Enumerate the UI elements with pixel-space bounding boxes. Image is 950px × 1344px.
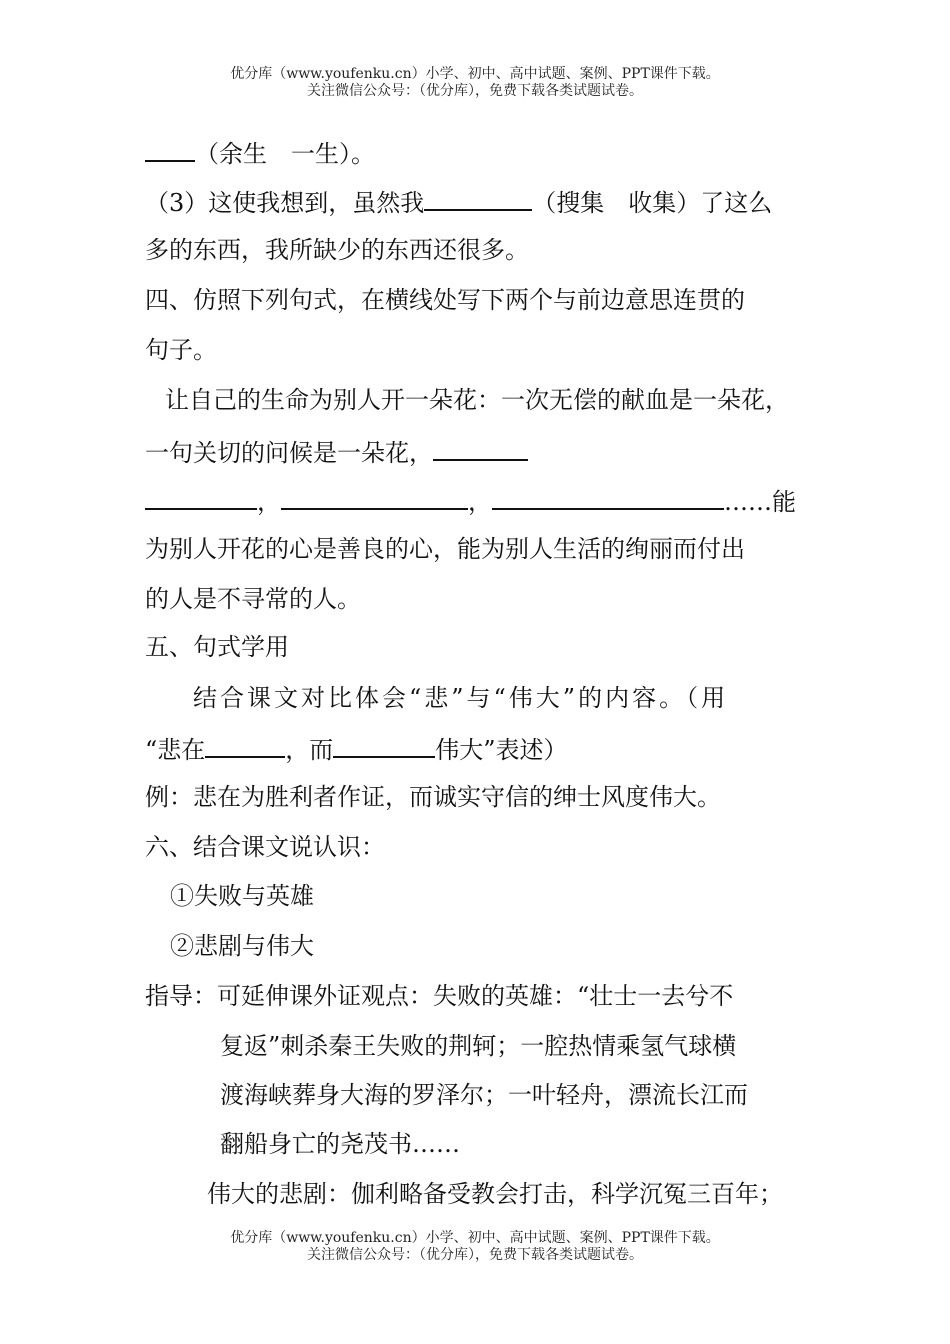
text-segment: ， (468, 488, 492, 516)
text-line-8 (145, 484, 796, 517)
text-segment: （搜集 收集）了这么 (532, 189, 773, 217)
example-line: 例：悲在为胜利者作证，而诚实守信的绅士风度伟大。 (145, 783, 721, 811)
text-segment: “悲在 (145, 736, 206, 764)
header-line-2: 关注微信公众号：（优分库），免费下载各类试题试卷。 (307, 83, 643, 99)
text-segment: （3）这使我想到，虽然我 (145, 189, 425, 217)
text-segment: 伟大”表述） (435, 736, 568, 764)
section-five-heading: 五、句式学用 (145, 633, 289, 661)
page-header (0, 66, 950, 100)
text-segment: ， (257, 488, 281, 516)
text-line-5: 句子。 (145, 336, 217, 364)
guidance-line-3: 渡海峡葬身大海的罗泽尔；一叶轻舟，漂流长江而 (220, 1081, 748, 1109)
page-footer (0, 1230, 950, 1264)
text-line-6: 让自己的生命为别人开一朵花：一次无偿的献血是一朵花， (165, 386, 789, 414)
list-item-1: ①失败与英雄 (170, 882, 314, 910)
footer-line-2: 关注微信公众号：（优分库），免费下载各类试题试卷。 (307, 1247, 643, 1263)
section-six-heading: 六、结合课文说认识： (145, 833, 385, 861)
text-line-13 (145, 732, 568, 765)
answer-blank[interactable] (145, 484, 257, 510)
text-segment: 一句关切的问候是一朵花， (145, 439, 433, 467)
answer-blank[interactable] (424, 185, 532, 211)
text-segment: ，而 (285, 736, 334, 764)
answer-blank[interactable] (433, 435, 528, 461)
text-line-2 (145, 185, 772, 218)
answer-blank[interactable] (145, 136, 195, 162)
list-item-2: ②悲剧与伟大 (170, 932, 314, 960)
guidance-line-5: 伟大的悲剧：伽利略备受教会打击，科学沉冤三百年； (207, 1180, 783, 1208)
text-line-9: 为别人开花的心是善良的心，能为别人生活的绚丽而付出 (145, 535, 745, 563)
answer-blank[interactable] (281, 484, 468, 510)
guidance-line-1: 指导：可延伸课外证观点：失败的英雄：“壮士一去兮不 (145, 982, 734, 1010)
text-line-1 (145, 136, 375, 169)
text-line-10: 的人是不寻常的人。 (145, 585, 361, 613)
answer-blank[interactable] (205, 732, 285, 758)
header-line-1: 优分库（www.youfenku.cn）小学、初中、高中试题、案例、PPT课件下载。 (230, 66, 720, 82)
footer-line-1: 优分库（www.youfenku.cn）小学、初中、高中试题、案例、PPT课件下载。 (230, 1230, 720, 1246)
guidance-line-4: 翻船身亡的尧茂书…… (220, 1130, 460, 1158)
answer-blank[interactable] (333, 732, 435, 758)
section-four-heading: 四、仿照下列句式，在横线处写下两个与前边意思连贯的 (145, 286, 745, 314)
text-segment: （余生 一生）。 (195, 140, 375, 168)
text-segment: ……能 (724, 488, 796, 516)
text-line-3: 多的东西，我所缺少的东西还很多。 (145, 236, 529, 264)
text-line-12: 结合课文对比体会“悲”与“伟大”的内容。（用 (193, 684, 729, 712)
text-line-7 (145, 435, 528, 468)
guidance-line-2: 复返”刺杀秦王失败的荆轲；一腔热情乘氢气球横 (220, 1032, 737, 1060)
answer-blank[interactable] (492, 484, 724, 510)
